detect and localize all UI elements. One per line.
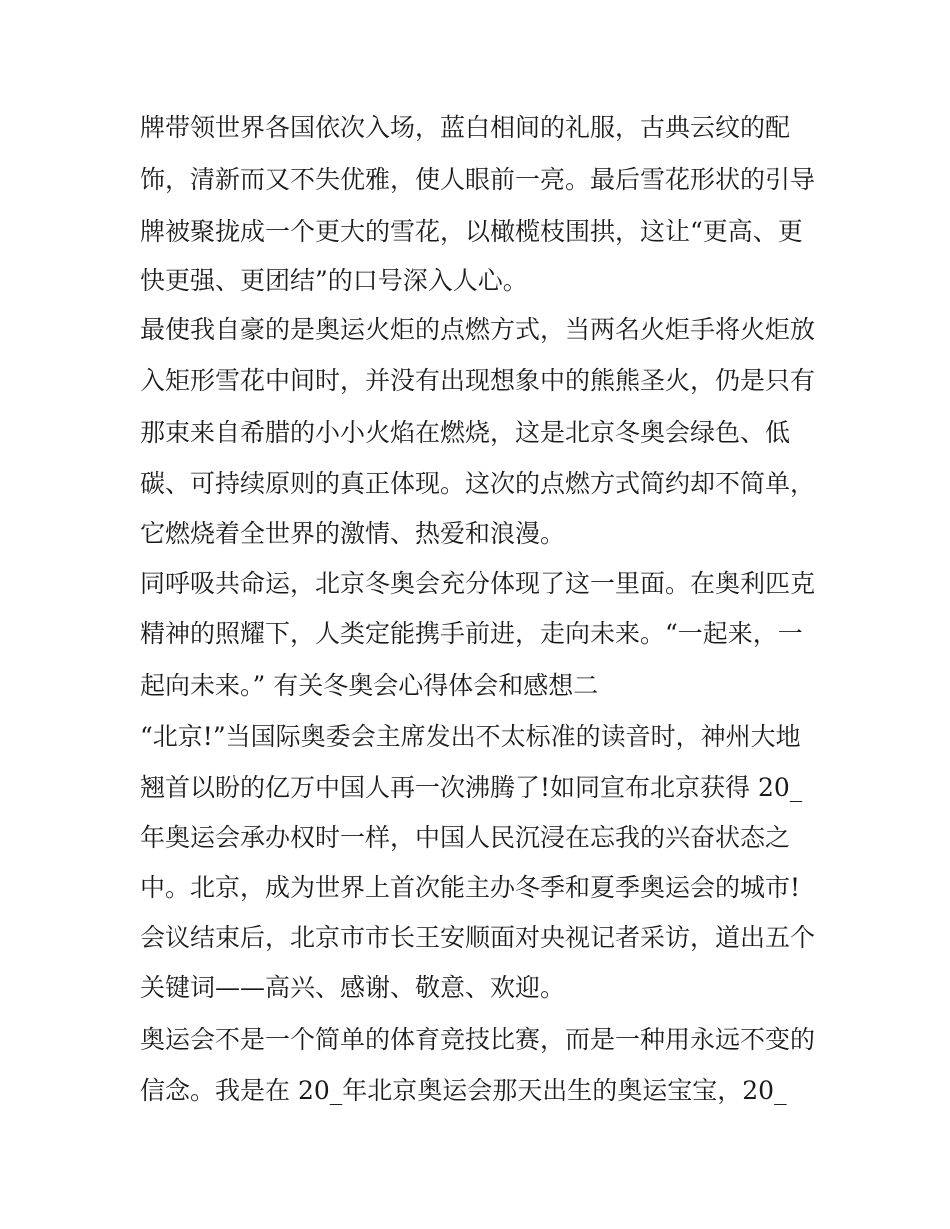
text-line: 信念。我是在 20_年北京奥运会那天出生的奥运宝宝，20_ bbox=[140, 1076, 787, 1105]
text-line: 牌被聚拢成一个更大的雪花，以橄榄枝围拱，这让“更高、更 bbox=[140, 217, 803, 246]
text-line: 那束来自希腊的小小火焰在燃烧，这是北京冬奥会绿色、低 bbox=[140, 418, 791, 447]
text-line: 关键词——高兴、感谢、敬意、欢迎。 bbox=[140, 973, 566, 1002]
text-line: 奥运会不是一个简单的体育竞技比赛，而是一种用永远不变的 bbox=[140, 1025, 816, 1054]
text-line: 快更强、更团结”的口号深入人心。 bbox=[140, 266, 528, 295]
text-line: 会议结束后，北京市市长王安顺面对央视记者采访，道出五个 bbox=[140, 923, 816, 952]
text-line: 它燃烧着全世界的激情、热爱和浪漫。 bbox=[140, 519, 566, 548]
text-line: 精神的照耀下，人类定能携手前进，走向未来。“一起来，一 bbox=[140, 619, 803, 648]
text-line: 牌带领世界各国依次入场，蓝白相间的礼服，古典云纹的配 bbox=[140, 113, 791, 142]
text-line: 翘首以盼的亿万中国人再一次沸腾了!如同宣布北京获得 20_ bbox=[140, 773, 803, 802]
text-line: 入矩形雪花中间时，并没有出现想象中的熊熊圣火，仍是只有 bbox=[140, 366, 816, 395]
text-line: 最使我自豪的是奥运火炬的点燃方式，当两名火炬手将火炬放 bbox=[140, 315, 816, 344]
text-line: 年奥运会承办权时一样，中国人民沉浸在忘我的兴奋状态之 bbox=[140, 823, 791, 852]
text-line: 起向未来。” 有关冬奥会心得体会和感想二 bbox=[140, 671, 599, 700]
text-line: 中。北京，成为世界上首次能主办冬季和夏季奥运会的城市! bbox=[140, 873, 801, 902]
text-line: “北京!”当国际奥委会主席发出不太标准的读音时，神州大地 bbox=[140, 722, 801, 751]
text-line: 饰，清新而又不失优雅，使人眼前一亮。最后雪花形状的引导 bbox=[140, 165, 816, 194]
text-line: 同呼吸共命运，北京冬奥会充分体现了这一里面。在奥利匹克 bbox=[140, 569, 816, 598]
text-line: 碳、可持续原则的真正体现。这次的点燃方式简约却不简单， bbox=[140, 469, 816, 498]
